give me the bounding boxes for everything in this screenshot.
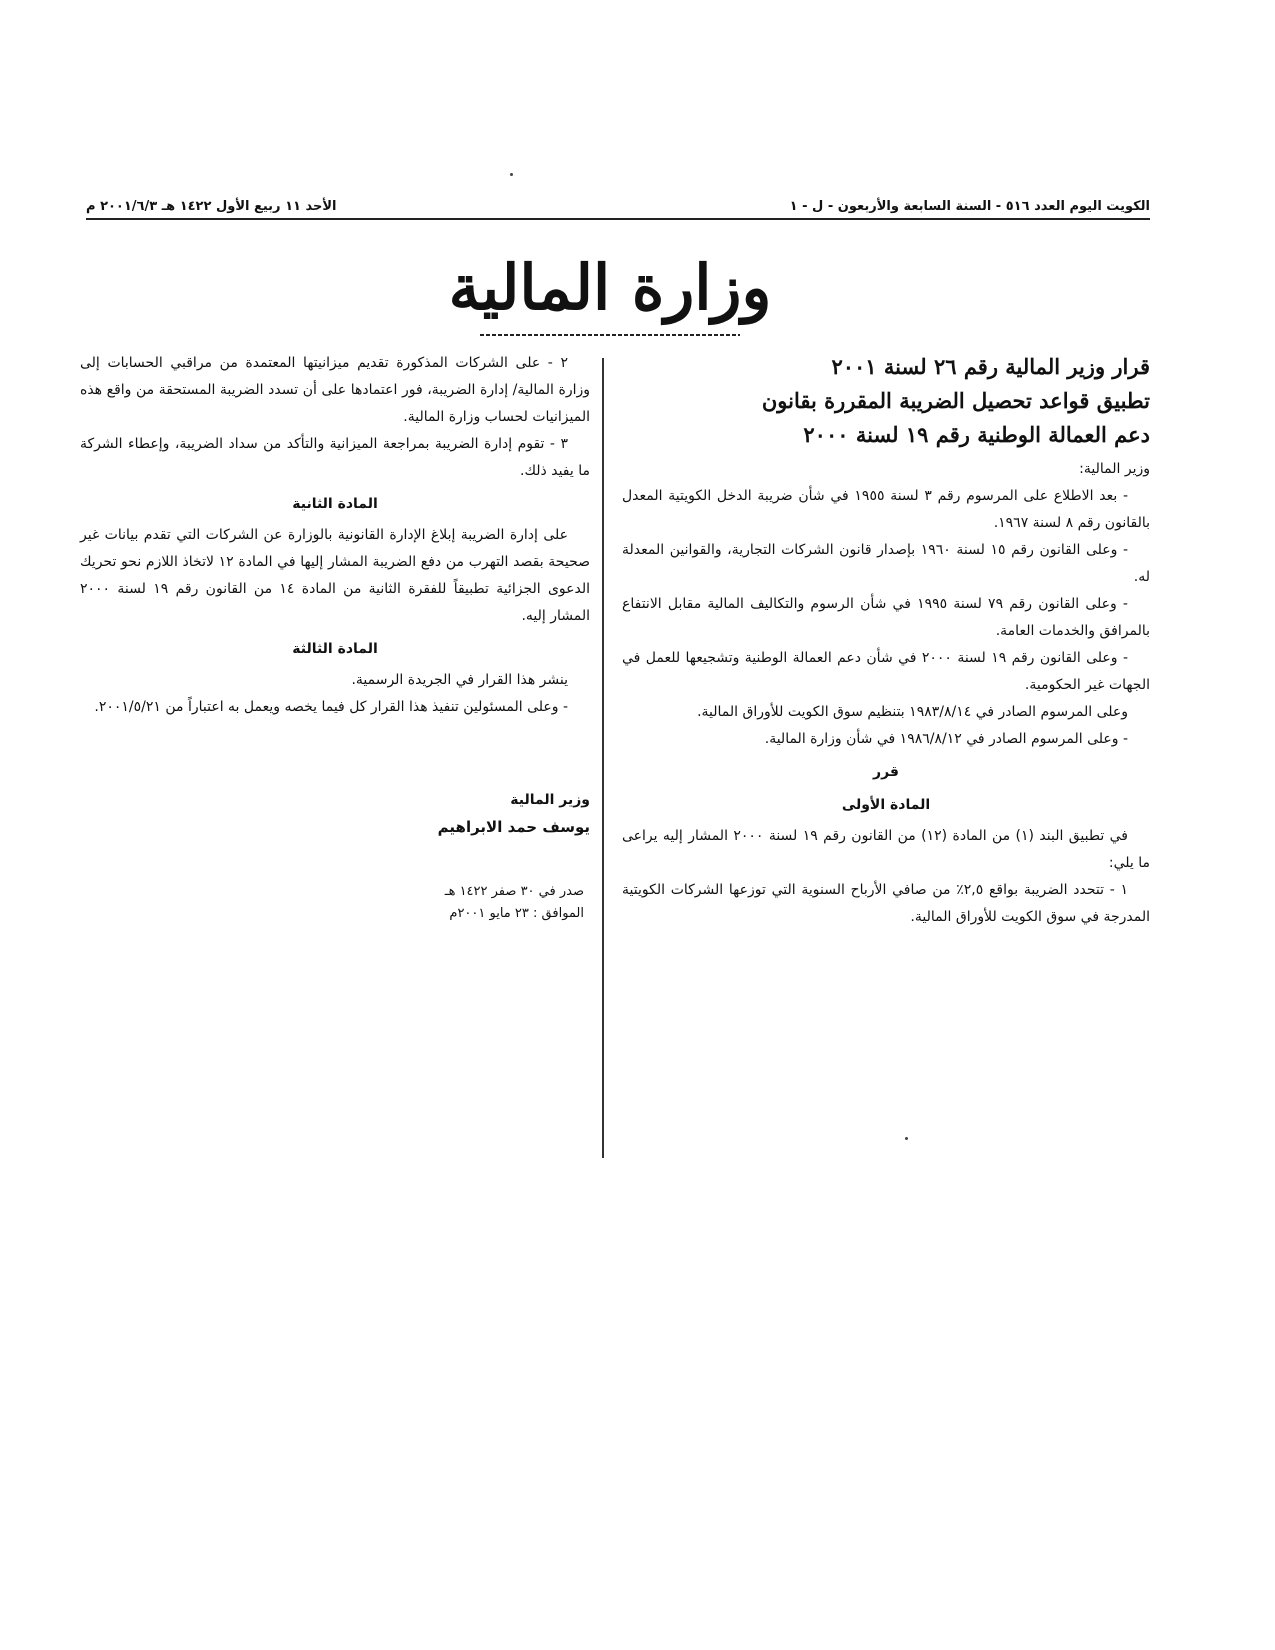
- scan-speck: [510, 173, 513, 176]
- article-3-heading: المادة الثالثة: [292, 641, 378, 657]
- right-column: [622, 350, 1150, 931]
- article-3-line-1: ينشر هذا القرار في الجريدة الرسمية.: [351, 672, 568, 688]
- masthead-title: وزارة المالية: [448, 251, 772, 324]
- title-line: دعم العمالة الوطنية رقم ١٩ لسنة ٢٠٠٠: [803, 422, 1150, 447]
- column-divider: [602, 358, 604, 1158]
- signature-title: وزير المالية: [510, 792, 590, 808]
- title-line: قرار وزير المالية رقم ٢٦ لسنة ٢٠٠١: [831, 354, 1150, 379]
- left-column: [80, 350, 590, 925]
- article-1-item-3: ٣ - تقوم إدارة الضريبة بمراجعة الميزانية والتأكد من سداد الضريبة، وإعطاء الشركة ما يفيد ذلك.: [80, 436, 590, 479]
- article-2-text: على إدارة الضريبة إبلاغ الإدارة القانونية بالوزارة عن الشركات التي تقدم بيانات غير صحيحة بقصد التهرب من دفع الضريبة المشار إليها في المادة ١٢ لاتخاذ اللازم نحو تحريك الدعوى الجزائية تطبيقاً للفقرة الثانية من المادة ١٤ من القانون رقم ١٩ لسنة ٢٠٠٠ المشار إليه.: [80, 527, 591, 624]
- article-1-item-2: ٢ - على الشركات المذكورة تقديم ميزانيتها المعتمدة من مراقبي الحسابات إلى وزارة المالية/ إدارة الضريبة، فور اعتمادها على أن تسدد الضريبة المستحقة من واقع هذه الميزانيات لحساب وزارة المالية.: [80, 355, 590, 425]
- decree-title: [622, 350, 1150, 452]
- ministry-masthead: [440, 248, 780, 338]
- article-3-line-2: - وعلى المسئولين تنفيذ هذا القرار كل فيما يخصه ويعمل به اعتباراً من ٢٠٠١/٥/٢١.: [94, 699, 568, 715]
- header-rule: [86, 218, 1150, 220]
- issued-hijri: صدر في ٣٠ صفر ١٤٢٢ هـ: [444, 884, 584, 899]
- preamble-item: - وعلى القانون رقم ٧٩ لسنة ١٩٩٥ في شأن الرسوم والتكاليف المالية مقابل الانتفاع بالمرافق والخدمات العامة.: [622, 596, 1150, 639]
- masthead-underline: [480, 332, 740, 338]
- article-1-heading: المادة الأولى: [841, 797, 931, 813]
- preamble-item: وعلى المرسوم الصادر في ١٩٨٣/٨/١٤ بتنظيم سوق الكويت للأوراق المالية.: [697, 704, 1128, 720]
- preamble-item: - وعلى المرسوم الصادر في ١٩٨٦/٨/١٢ في شأن وزارة المالية.: [764, 731, 1128, 747]
- preamble-item: - بعد الاطلاع على المرسوم رقم ٣ لسنة ١٩٥٥ في شأن ضريبة الدخل الكويتية المعدل بالقانون رقم ٨ لسنة ١٩٦٧.: [622, 488, 1150, 531]
- minister-line: وزير المالية:: [1079, 461, 1150, 477]
- article-1-item-1: ١ - تتحدد الضريبة بواقع ٢,٥٪ من صافي الأرباح السنوية التي توزعها الشركات الكويتية المدرجة في سوق الكويت للأوراق المالية.: [622, 882, 1150, 925]
- issue-date: الأحد ١١ ربيع الأول ١٤٢٢ هـ ٢٠٠١/٦/٣ م: [86, 199, 337, 214]
- title-line: تطبيق قواعد تحصيل الضريبة المقررة بقانون: [761, 388, 1150, 413]
- article-2-heading: المادة الثانية: [292, 496, 378, 512]
- issued-gregorian: الموافق : ٢٣ مايو ٢٠٠١م: [449, 906, 584, 921]
- article-1-intro: في تطبيق البند (١) من المادة (١٢) من القانون رقم ١٩ لسنة ٢٠٠٠ المشار إليه يراعى ما يلي:: [622, 828, 1150, 871]
- preamble-item: - وعلى القانون رقم ١٩ لسنة ٢٠٠٠ في شأن دعم العمالة الوطنية وتشجيعها للعمل في الجهات غير الحكومية.: [622, 650, 1150, 693]
- issued-date-block: [80, 881, 590, 925]
- scan-speck: [905, 1137, 908, 1140]
- gazette-header: [86, 196, 1150, 218]
- preamble-item: - وعلى القانون رقم ١٥ لسنة ١٩٦٠ بإصدار قانون الشركات التجارية، والقوانين المعدلة له.: [622, 542, 1150, 585]
- signature-block: [80, 787, 590, 841]
- decided-heading: قرر: [873, 764, 899, 780]
- signature-name: يوسف حمد الابراهيم: [437, 818, 590, 836]
- issue-info: الكويت اليوم العدد ٥١٦ - السنة السابعة والأربعون - ل - ١: [789, 199, 1150, 214]
